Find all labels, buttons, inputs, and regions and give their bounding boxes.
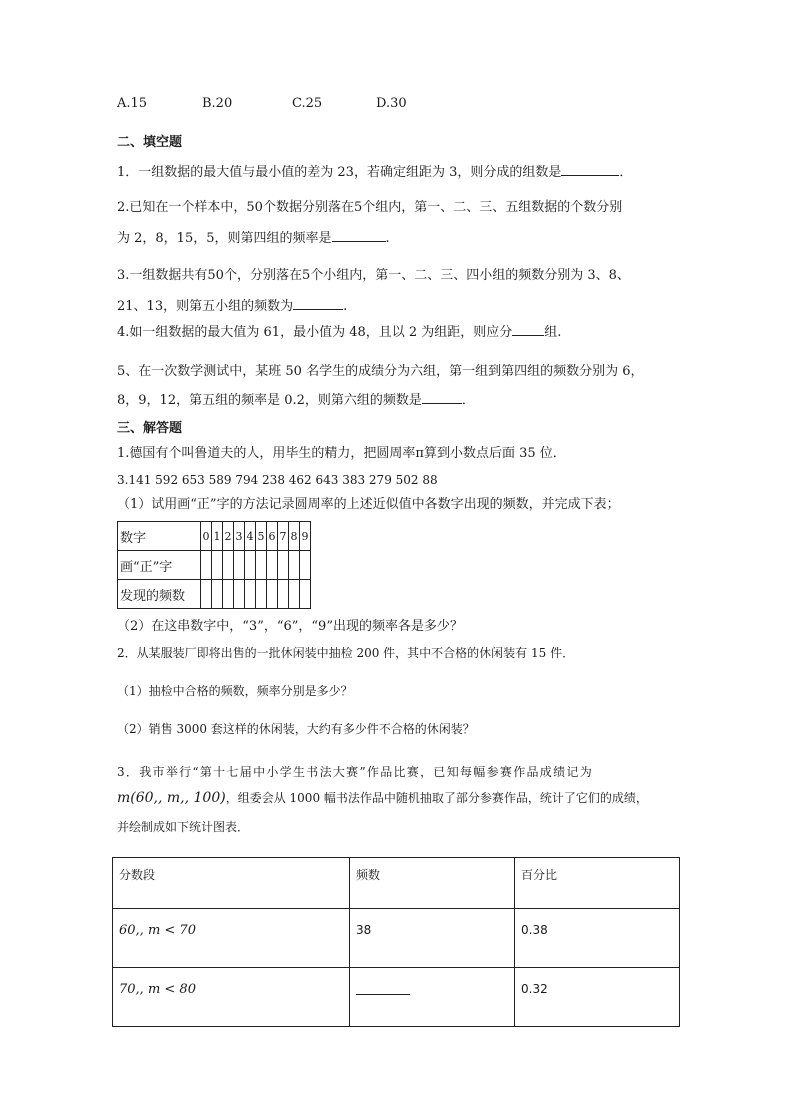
q5-line2	[117, 391, 475, 409]
table-row	[118, 580, 311, 609]
empty-cell[interactable]	[245, 551, 256, 580]
table-row	[113, 909, 680, 968]
percentage-cell: 0.32	[515, 968, 680, 1027]
empty-cell[interactable]	[300, 580, 311, 609]
p3-line3: 并绘制成如下统计图表．	[117, 820, 250, 834]
empty-cell[interactable]	[256, 551, 267, 580]
q3-line1: 3.一组数据共有50个，分别落在5个小组内，第一、二、三、四小组的频数分别为 3、8、	[117, 268, 630, 283]
q4-text: 4.如一组数据的最大值为 61，最小值为 48，且以 2 为组距，则应分	[117, 325, 513, 340]
percentage-cell: 0.38	[515, 909, 680, 968]
q2-end: .	[385, 231, 390, 246]
empty-cell[interactable]	[278, 551, 289, 580]
empty-cell[interactable]	[267, 551, 278, 580]
q4-blank[interactable]	[512, 323, 544, 336]
score-range-cell: 70,, m < 80	[113, 968, 350, 1027]
empty-cell[interactable]	[234, 580, 245, 609]
q3-text: 21、13，则第五小组的频数为	[117, 299, 294, 314]
option-a: A.15	[117, 96, 148, 111]
empty-cell[interactable]	[267, 580, 278, 609]
q5-text: 8，9，12，第五组的频率是 0.2，则第六组的频数是	[117, 393, 422, 408]
q5-end: ．	[461, 393, 475, 408]
q3-end: .	[343, 299, 348, 314]
p1-intro: 1.德国有个叫鲁道夫的人，用毕生的精力，把圆周率π算到小数点后面 35 位．	[117, 446, 566, 461]
q1	[117, 163, 632, 181]
q5-blank[interactable]	[422, 391, 462, 404]
digit-cell: 9	[300, 522, 311, 551]
row-label-tally: 画“正”字	[118, 551, 201, 580]
table-row	[118, 522, 311, 551]
q2-line2	[117, 229, 390, 247]
table-row	[113, 858, 680, 909]
empty-cell[interactable]	[212, 580, 223, 609]
p3-line1: 3．我市举行“第十七届中小学生书法大赛”作品比赛，已知每幅参赛作品成绩记为	[117, 765, 594, 779]
option-b: B.20	[202, 96, 233, 111]
score-range-formula: m(60,, m,, 100)	[117, 790, 226, 806]
score-statistics-table	[112, 857, 680, 1027]
digit-cell: 0	[201, 522, 212, 551]
table-row	[113, 968, 680, 1027]
row-label-digit: 数字	[118, 522, 201, 551]
q1-blank[interactable]	[561, 163, 619, 176]
row-label-frequency: 发现的频数	[118, 580, 201, 609]
q3-line2	[117, 297, 347, 315]
p1-sub1: （1）试用画“正”字的方法记录圆周率的上述近似值中各数字出现的频数，并完成下表；	[117, 497, 620, 512]
section3-heading: 三、解答题	[117, 421, 183, 436]
header-percentage: 百分比	[515, 858, 680, 909]
p3-line2	[117, 790, 648, 806]
digit-frequency-table	[117, 521, 311, 609]
digit-cell: 1	[212, 522, 223, 551]
empty-cell[interactable]	[300, 551, 311, 580]
empty-cell[interactable]	[223, 580, 234, 609]
q4-line	[117, 323, 561, 341]
q2-blank[interactable]	[332, 229, 386, 242]
score-range-cell: 60,, m < 70	[113, 909, 350, 968]
empty-cell[interactable]	[289, 551, 300, 580]
empty-cell[interactable]	[201, 551, 212, 580]
q2-line1: 2.已知在一个样本中，50个数据分别落在5个组内，第一、二、三、五组数据的个数分别	[117, 200, 623, 215]
option-c: C.25	[292, 96, 323, 111]
empty-cell[interactable]	[289, 580, 300, 609]
q1-text: 1．一组数据的最大值与最小值的差为 23，若确定组距为 3，则分成的组数是	[117, 165, 562, 180]
p2-sub1: （1）抽检中合格的频数，频率分别是多少？	[117, 684, 353, 698]
header-score-range: 分数段	[113, 858, 350, 909]
section2-heading: 二、填空题	[117, 135, 183, 150]
p1-sub2: （2）在这串数字中，“3”，“6”，“9”出现的频率各是多少？	[117, 619, 463, 634]
digit-cell: 7	[278, 522, 289, 551]
q3-blank[interactable]	[293, 297, 343, 310]
digit-cell: 3	[234, 522, 245, 551]
p3-line2-text: ，组委会从 1000 幅书法作品中随机抽取了部分参赛作品，统计了它们的成绩，	[225, 791, 648, 805]
digit-cell: 8	[289, 522, 300, 551]
digit-cell: 6	[267, 522, 278, 551]
q2-text: 为 2，8，15，5，则第四组的频率是	[117, 231, 332, 246]
empty-cell[interactable]	[223, 551, 234, 580]
empty-cell[interactable]	[212, 551, 223, 580]
pi-digits: 3.141 592 653 589 794 238 462 643 383 279 502 88	[117, 473, 438, 487]
frequency-cell[interactable]	[350, 968, 515, 1027]
empty-cell[interactable]	[256, 580, 267, 609]
q4-end: 组.	[544, 325, 562, 340]
p2-intro: 2．从某服装厂即将出售的一批休闲装中抽检 200 件，其中不合格的休闲装有 15 件．	[117, 646, 575, 660]
q1-end: ．	[619, 165, 633, 180]
frequency-blank[interactable]	[356, 982, 410, 995]
digit-cell: 5	[256, 522, 267, 551]
empty-cell[interactable]	[201, 580, 212, 609]
p2-sub2: （2）销售 3000 套这样的休闲装，大约有多少件不合格的休闲装？	[117, 722, 475, 736]
table-row	[118, 551, 311, 580]
digit-cell: 2	[223, 522, 234, 551]
empty-cell[interactable]	[234, 551, 245, 580]
frequency-cell: 38	[350, 909, 515, 968]
empty-cell[interactable]	[245, 580, 256, 609]
header-frequency: 频数	[350, 858, 515, 909]
q5-line1: 5、在一次数学测试中，某班 50 名学生的成绩分为六组，第一组到第四组的频数分别为 6，	[117, 364, 644, 379]
digit-cell: 4	[245, 522, 256, 551]
empty-cell[interactable]	[278, 580, 289, 609]
option-d: D.30	[376, 96, 407, 111]
